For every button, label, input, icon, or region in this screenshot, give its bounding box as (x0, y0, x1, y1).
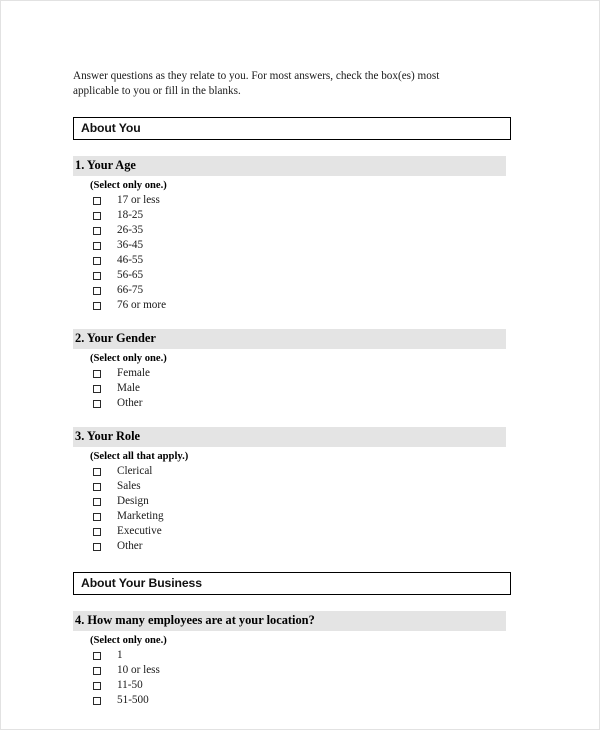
option-label: Executive (117, 525, 162, 537)
select-instruction: (Select only one.) (90, 635, 167, 646)
option-label: 51-500 (117, 694, 149, 706)
checkbox-icon[interactable] (93, 370, 101, 378)
checkbox-icon[interactable] (93, 498, 101, 506)
select-instruction: (Select only one.) (90, 180, 167, 191)
checkbox-icon[interactable] (93, 242, 101, 250)
question-header-bar (73, 427, 506, 447)
option-label: Other (117, 397, 143, 409)
section-header-box (73, 572, 511, 595)
option-row[interactable] (93, 298, 511, 313)
option-label: 11-50 (117, 679, 143, 691)
option-label: 56-65 (117, 269, 144, 281)
question-header-bar (73, 611, 506, 631)
option-label: 26-35 (117, 224, 144, 236)
question-header-bar (73, 329, 506, 349)
question-title: 3. Your Role (75, 429, 141, 443)
option-label: 10 or less (117, 664, 160, 676)
option-list (93, 193, 511, 313)
option-row[interactable] (93, 193, 511, 208)
option-row[interactable] (93, 509, 511, 524)
question-block (73, 611, 511, 708)
option-label: 18-25 (117, 209, 144, 221)
section-header-box (73, 117, 511, 140)
checkbox-icon[interactable] (93, 287, 101, 295)
option-list (93, 648, 511, 708)
option-row[interactable] (93, 396, 511, 411)
option-row[interactable] (93, 253, 511, 268)
question-header-bar (73, 156, 506, 176)
option-row[interactable] (93, 464, 511, 479)
option-row[interactable] (93, 366, 511, 381)
select-instruction: (Select only one.) (90, 353, 167, 364)
sections-container (73, 117, 511, 708)
option-row[interactable] (93, 494, 511, 509)
section-title: About You (81, 121, 141, 135)
option-row[interactable] (93, 381, 511, 396)
checkbox-icon[interactable] (93, 272, 101, 280)
option-label: 46-55 (117, 254, 144, 266)
question-block (73, 156, 511, 313)
option-label: 36-45 (117, 239, 144, 251)
option-label: Marketing (117, 510, 164, 522)
checkbox-icon[interactable] (93, 528, 101, 536)
option-row[interactable] (93, 268, 511, 283)
checkbox-icon[interactable] (93, 667, 101, 675)
checkbox-icon[interactable] (93, 302, 101, 310)
checkbox-icon[interactable] (93, 212, 101, 220)
checkbox-icon[interactable] (93, 682, 101, 690)
option-label: Clerical (117, 465, 153, 477)
checkbox-icon[interactable] (93, 697, 101, 705)
option-row[interactable] (93, 539, 511, 554)
question-block (73, 329, 511, 411)
option-row[interactable] (93, 663, 511, 678)
option-row[interactable] (93, 283, 511, 298)
question-title: 2. Your Gender (75, 331, 156, 345)
option-label: Female (117, 367, 150, 379)
option-list (93, 366, 511, 411)
checkbox-icon[interactable] (93, 652, 101, 660)
option-list (93, 464, 511, 554)
option-row[interactable] (93, 223, 511, 238)
checkbox-icon[interactable] (93, 543, 101, 551)
option-row[interactable] (93, 479, 511, 494)
option-label: 76 or more (117, 299, 167, 311)
option-label: Sales (117, 480, 141, 492)
option-label: 66-75 (117, 284, 144, 296)
checkbox-icon[interactable] (93, 257, 101, 265)
checkbox-icon[interactable] (93, 400, 101, 408)
option-row[interactable] (93, 648, 511, 663)
question-title: 4. How many employees are at your location? (75, 613, 315, 627)
option-label: Other (117, 540, 143, 552)
survey-content (73, 1, 511, 708)
option-label: Design (117, 495, 149, 507)
option-label: Male (117, 382, 140, 394)
option-row[interactable] (93, 693, 511, 708)
option-row[interactable] (93, 678, 511, 693)
option-row[interactable] (93, 524, 511, 539)
option-label: 17 or less (117, 194, 160, 206)
checkbox-icon[interactable] (93, 197, 101, 205)
option-row[interactable] (93, 208, 511, 223)
question-title: 1. Your Age (75, 158, 136, 172)
checkbox-icon[interactable] (93, 385, 101, 393)
question-block (73, 427, 511, 554)
intro-instructions: Answer questions as they relate to you. For most answers, check the box(es) most applicable to you or fill in the blanks. (73, 70, 440, 97)
checkbox-icon[interactable] (93, 227, 101, 235)
select-instruction: (Select all that apply.) (90, 451, 189, 462)
checkbox-icon[interactable] (93, 468, 101, 476)
section-title: About Your Business (81, 576, 202, 590)
checkbox-icon[interactable] (93, 483, 101, 491)
option-row[interactable] (93, 238, 511, 253)
option-label: 1 (117, 649, 123, 661)
checkbox-icon[interactable] (93, 513, 101, 521)
